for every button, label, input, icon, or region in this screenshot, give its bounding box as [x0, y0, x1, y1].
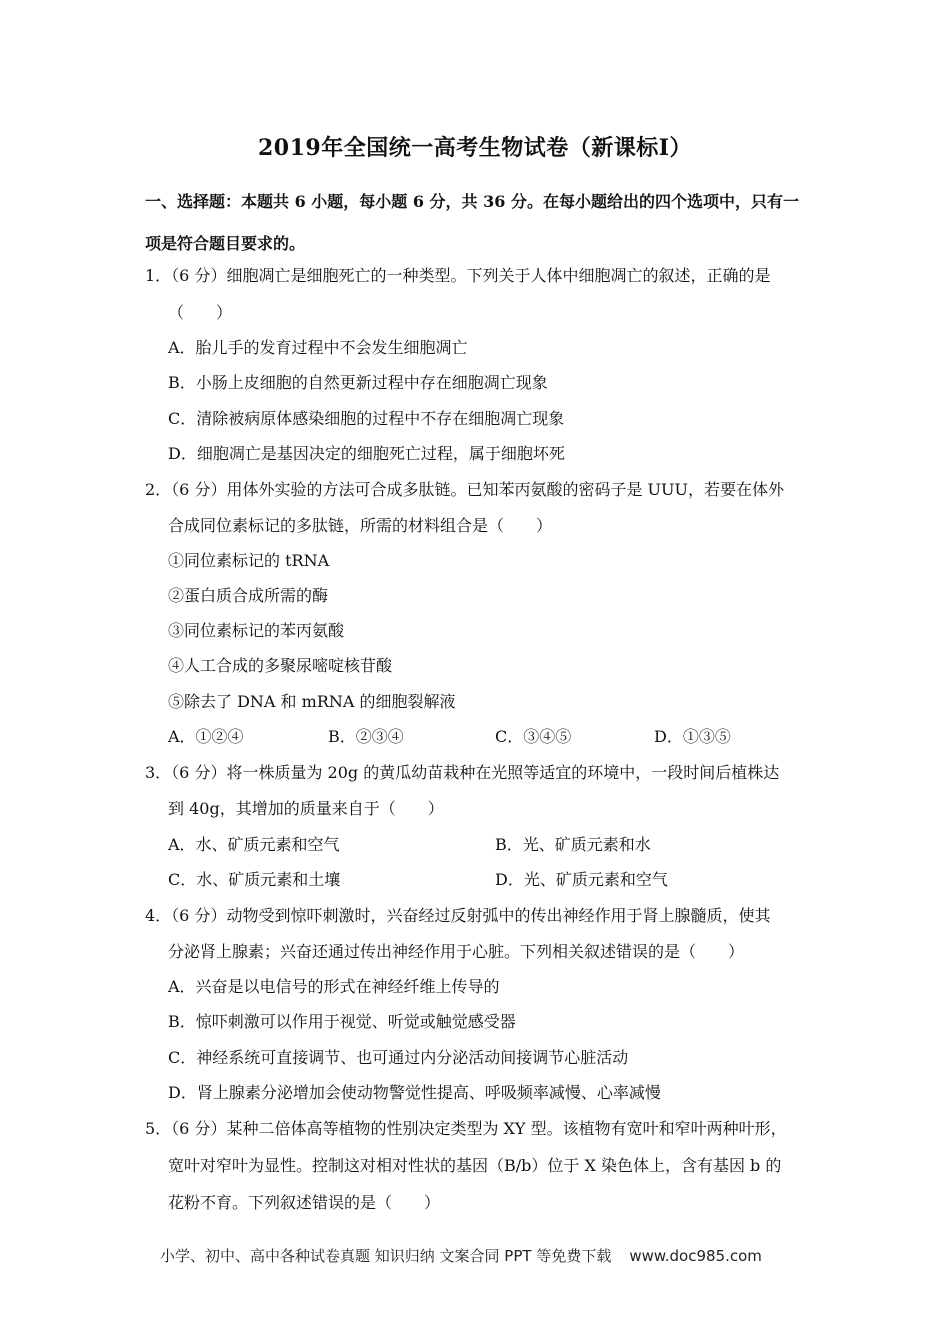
- question-2-item-5: ⑤除去了 DNA 和 mRNA 的细胞裂解液: [168, 692, 456, 711]
- question-3-option-a: A．水、矿质元素和空气: [168, 835, 340, 854]
- footer-text: 小学、初中、高中各种试卷真题 知识归纳 文案合同 PPT 等免费下载: [160, 1247, 612, 1265]
- question-4-stem: 4．（6 分）动物受到惊吓刺激时，兴奋经过反射弧中的传出神经作用于肾上腺髓质，使其: [145, 906, 771, 925]
- question-4-option-c: C．神经系统可直接调节、也可通过内分泌活动间接调节心脏活动: [168, 1048, 629, 1067]
- question-1-stem: 1．（6 分）细胞凋亡是细胞死亡的一种类型。下列关于人体中细胞凋亡的叙述，正确的是: [145, 266, 771, 285]
- question-2-option-b: B．②③④: [328, 727, 404, 746]
- page-footer: [160, 1245, 762, 1266]
- question-1-option-d: D．细胞凋亡是基因决定的细胞死亡过程，属于细胞坏死: [168, 444, 565, 463]
- question-2-item-3: ③同位素标记的苯丙氨酸: [168, 621, 345, 640]
- question-2-item-1: ①同位素标记的 tRNA: [168, 551, 330, 570]
- question-2-stem: 2．（6 分）用体外实验的方法可合成多肽链。已知苯丙氨酸的密码子是 UUU，若要在体外: [145, 480, 784, 499]
- question-4-option-a: A．兴奋是以电信号的形式在神经纤维上传导的: [168, 977, 500, 996]
- question-4-option-b: B．惊吓刺激可以作用于视觉、听觉或触觉感受器: [168, 1012, 516, 1031]
- question-2-option-d: D．①③⑤: [654, 727, 731, 746]
- footer-url[interactable]: www.doc985.com: [629, 1247, 762, 1265]
- question-3-option-b: B．光、矿质元素和水: [495, 835, 651, 854]
- question-1-option-a: A．胎儿手的发育过程中不会发生细胞凋亡: [168, 338, 468, 357]
- question-1-stem-cont: （ ）: [168, 303, 233, 322]
- question-3-option-d: D．光、矿质元素和空气: [495, 870, 668, 889]
- question-5-stem: 5．（6 分）某种二倍体高等植物的性别决定类型为 XY 型。该植物有宽叶和窄叶两种叶形，: [145, 1119, 787, 1138]
- question-3-option-c: C．水、矿质元素和土壤: [168, 870, 341, 889]
- question-2-item-2: ②蛋白质合成所需的酶: [168, 586, 329, 605]
- question-4-option-d: D．肾上腺素分泌增加会使动物警觉性提高、呼吸频率减慢、心率减慢: [168, 1083, 661, 1102]
- section-heading-line2: 项是符合题目要求的。: [145, 234, 306, 253]
- question-5-stem-cont-1: 宽叶对窄叶为显性。控制这对相对性状的基因（B/b）位于 X 染色体上，含有基因 b 的: [168, 1156, 782, 1175]
- question-4-stem-cont: 分泌肾上腺素；兴奋还通过传出神经作用于心脏。下列相关叙述错误的是（ ）: [168, 942, 745, 961]
- question-2-item-4: ④人工合成的多聚尿嘧啶核苷酸: [168, 656, 393, 675]
- question-3-stem: 3．（6 分）将一株质量为 20g 的黄瓜幼苗栽种在光照等适宜的环境中，一段时间后植株达: [145, 763, 780, 782]
- question-1-option-b: B．小肠上皮细胞的自然更新过程中存在细胞凋亡现象: [168, 373, 548, 392]
- exam-title: 2019年全国统一高考生物试卷（新课标Ⅰ）: [257, 135, 693, 161]
- question-2-stem-cont: 合成同位素标记的多肽链，所需的材料组合是（ ）: [168, 516, 553, 535]
- question-1-option-c: C．清除被病原体感染细胞的过程中不存在细胞凋亡现象: [168, 409, 565, 428]
- question-2-option-a: A．①②④: [168, 727, 244, 746]
- section-heading-line1: 一、选择题：本题共 6 小题，每小题 6 分，共 36 分。在每小题给出的四个选项中，只有一: [145, 192, 799, 211]
- question-3-stem-cont: 到 40g，其增加的质量来自于（ ）: [168, 799, 444, 818]
- question-5-stem-cont-2: 花粉不育。下列叙述错误的是（ ）: [168, 1193, 441, 1212]
- question-2-option-c: C．③④⑤: [495, 727, 572, 746]
